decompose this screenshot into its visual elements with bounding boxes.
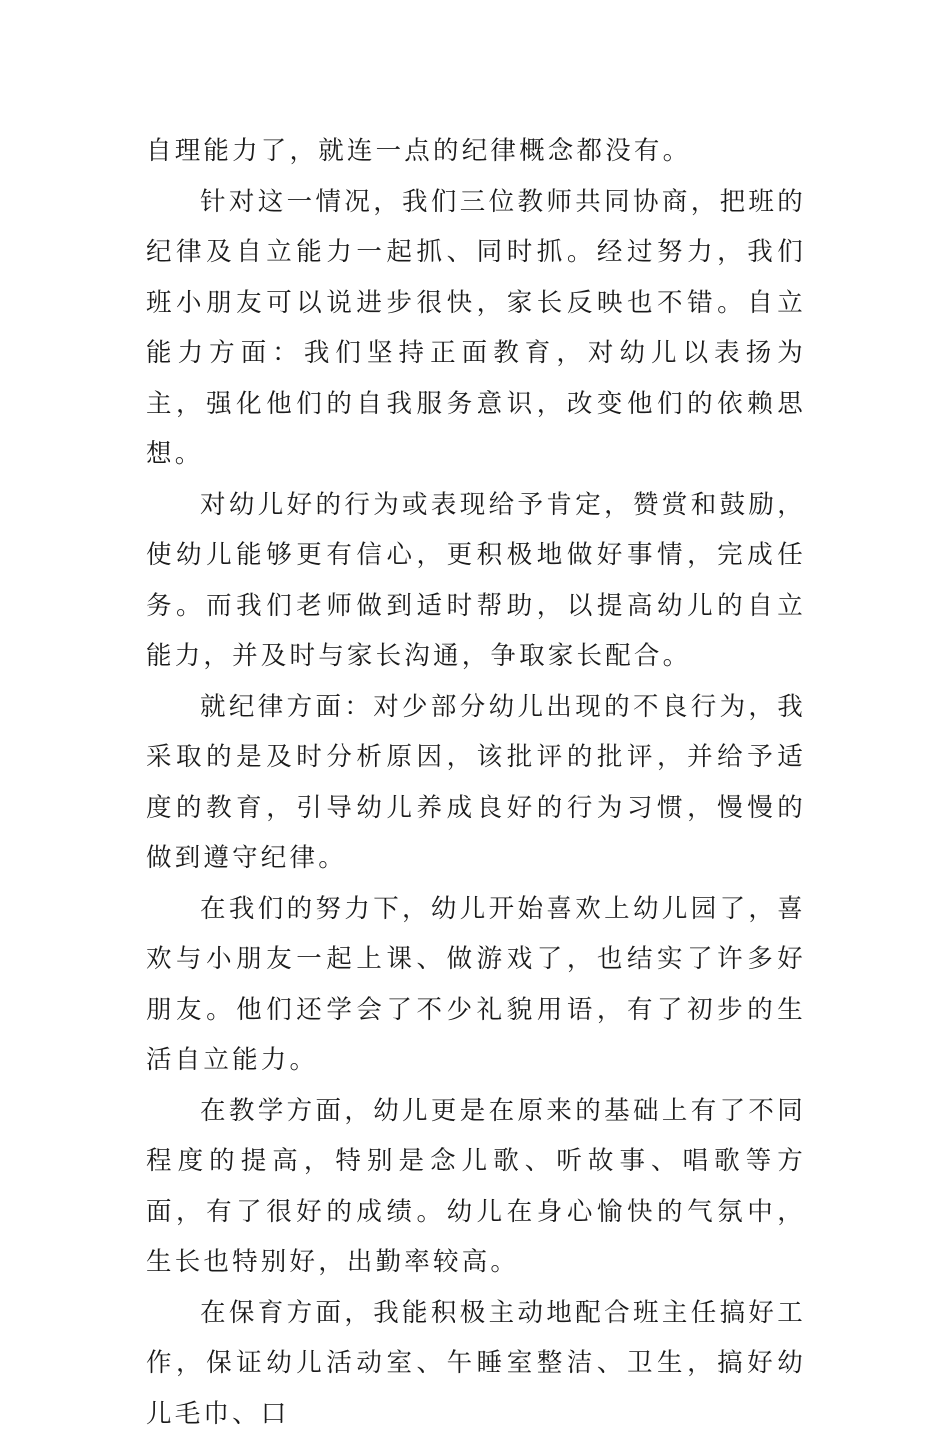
paragraph-2: 针对这一情况，我们三位教师共同协商，把班的纪律及自立能力一起抓、同时抓。经过努力，我们班小朋友可以说进步很快，家长反映也不错。自立能力方面：我们坚持正面教育，对幼儿以表扬为主，强化他们的自我服务意识，改变他们的依赖思想。 [146, 177, 806, 480]
paragraph-5: 在我们的努力下，幼儿开始喜欢上幼儿园了，喜欢与小朋友一起上课、做游戏了，也结实了许多好朋友。他们还学会了不少礼貌用语，有了初步的生活自立能力。 [146, 884, 806, 1086]
document-body [146, 126, 806, 1439]
paragraph-4: 就纪律方面：对少部分幼儿出现的不良行为，我采取的是及时分析原因，该批评的批评，并给予适度的教育，引导幼儿养成良好的行为习惯，慢慢的做到遵守纪律。 [146, 682, 806, 884]
paragraph-3: 对幼儿好的行为或表现给予肯定，赞赏和鼓励，使幼儿能够更有信心，更积极地做好事情，完成任务。而我们老师做到适时帮助，以提高幼儿的自立能力，并及时与家长沟通，争取家长配合。 [146, 480, 806, 682]
paragraph-1: 自理能力了，就连一点的纪律概念都没有。 [146, 126, 806, 177]
paragraph-7: 在保育方面，我能积极主动地配合班主任搞好工作，保证幼儿活动室、午睡室整洁、卫生，搞好幼儿毛巾、口 [146, 1288, 806, 1439]
paragraph-6: 在教学方面，幼儿更是在原来的基础上有了不同程度的提高，特别是念儿歌、听故事、唱歌等方面，有了很好的成绩。幼儿在身心愉快的气氛中，生长也特别好，出勤率较高。 [146, 1086, 806, 1288]
